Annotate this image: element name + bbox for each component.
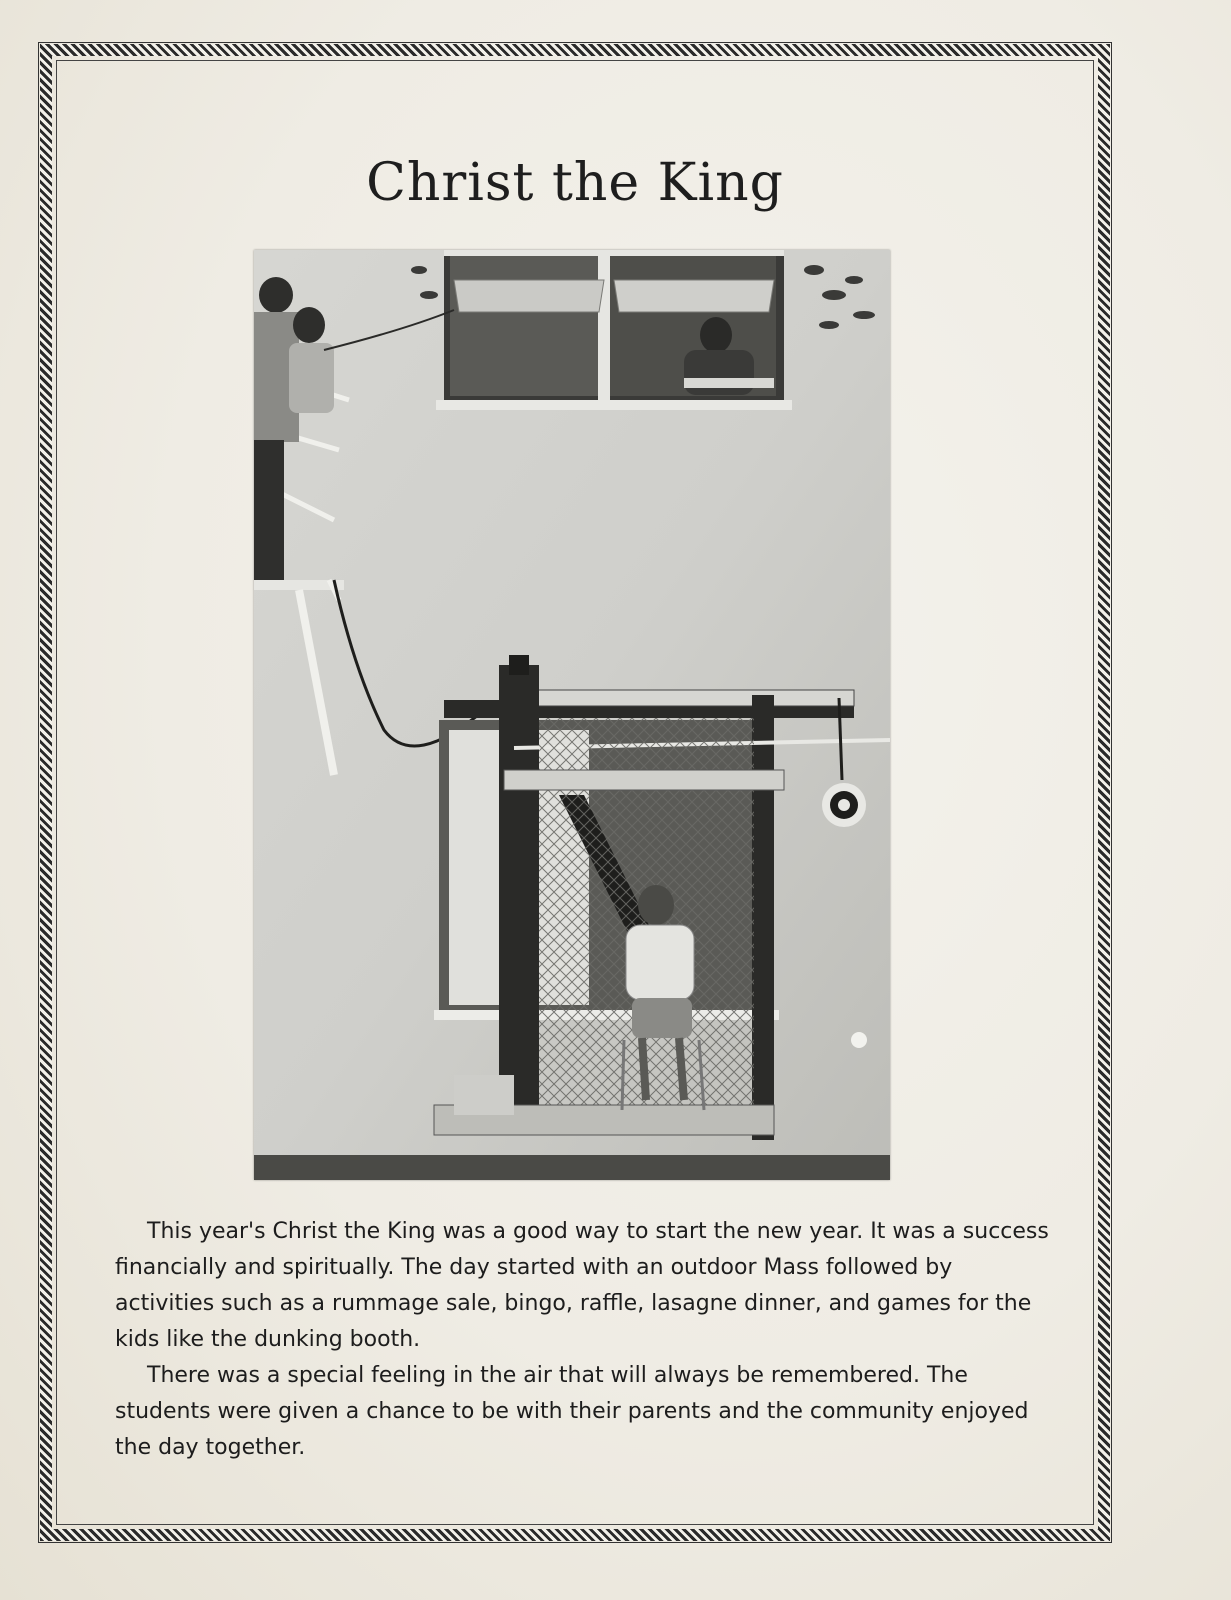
page-title: Christ the King xyxy=(366,152,784,213)
paragraph-1: This year's Christ the King was a good way to start the new year. It was a success financially and spiritually. The day started with an outdoor Mass followed by activities such as a rummage sale, bingo, raffle, lasagne dinner, and games for the kids like the dunking booth. xyxy=(115,1219,1049,1352)
paragraph-2: There was a special feeling in the air that will always be remembered. The students were given a chance to be with their parents and the community enjoyed the day together. xyxy=(115,1363,1029,1460)
dunking-booth-photo xyxy=(254,250,890,1180)
article-body xyxy=(115,1214,1050,1466)
upper-window xyxy=(436,250,792,410)
